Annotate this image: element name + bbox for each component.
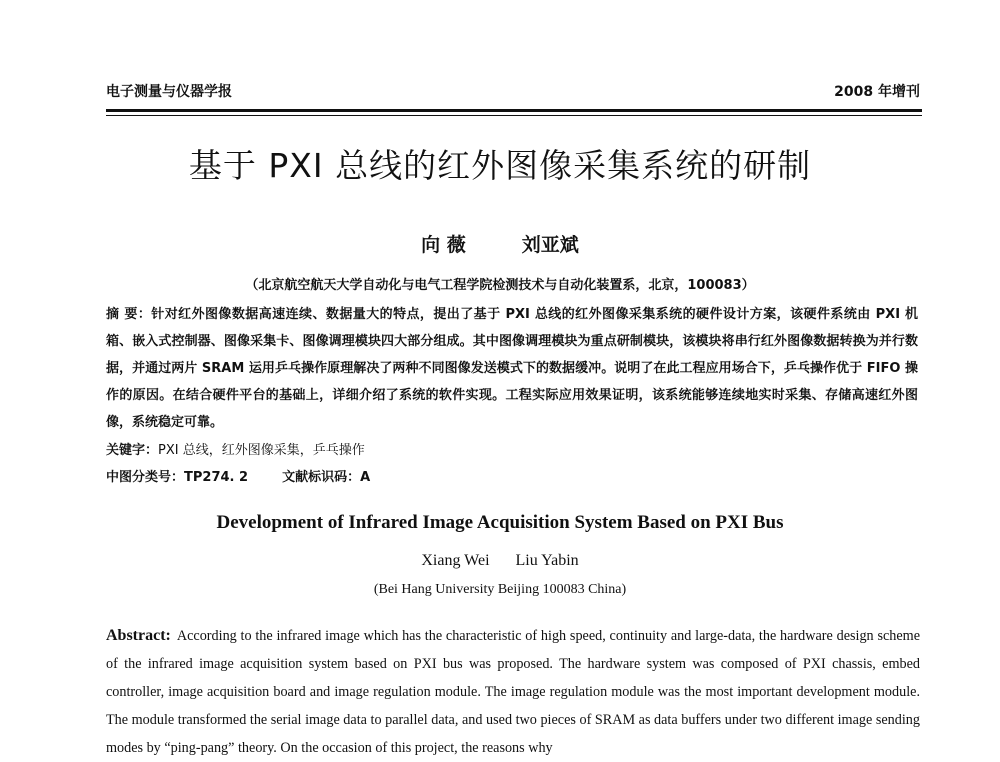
affiliation-cn: （北京航空航天大学自动化与电气工程学院检测技术与自动化装置系，北京，100083） <box>245 278 755 293</box>
header-rule-thick <box>106 109 922 112</box>
paper-title-cn: 基于 PXI 总线的红外图像采集系统的研制 <box>188 146 812 185</box>
header-rule-thin <box>106 115 922 116</box>
clc-label: 中图分类号： <box>106 470 185 485</box>
keywords-cn <box>106 439 365 458</box>
classification-line <box>106 466 370 485</box>
abstract-cn <box>106 301 918 436</box>
affiliation-en: (Bei Hang University Beijing 100083 China) <box>373 582 627 597</box>
abstract-cn-text: 针对红外图像数据高速连续、数据量大的特点，提出了基于 PXI 总线的红外图像采集系统的硬件设计方案，该硬件系统由 PXI 机箱、嵌入式控制器、图像采集卡、图像调理模块四大部分组成。其中图像调理模块为重点研制模块，该模块将串行红外图像数据转换为并行数据，并通过两片 SRAM 运用乒乓操作原理解决了两种不同图像发送模式下的数据缓冲。说明了在此工程应用场合下，乒乓操作优于 FIFO 操作的原因。在结合硬件平台的基础上，详细介绍了系统的软件实现。工程实际应用效果证明，该系统能够连续地实时采集、存储高速红外图像，系统稳定可靠。 <box>106 307 918 430</box>
paper-title-en: Development of Infrared Image Acquisition System Based on PXI Bus <box>216 512 784 533</box>
journal-issue: 2008 年增刊 <box>834 84 920 100</box>
author-cn: 向 薇 <box>421 234 466 256</box>
authors-en <box>0 552 1000 570</box>
author-en: Liu Yabin <box>515 552 579 569</box>
abstract-cn-label: 摘 要： <box>106 307 152 322</box>
doc-code-value: A <box>360 470 371 485</box>
author-en: Xiang Wei <box>421 552 490 569</box>
doc-code-label: 文献标识码： <box>282 470 361 485</box>
keywords-text: PXI 总线，红外图像采集，乒乓操作 <box>158 443 365 458</box>
author-cn: 刘亚斌 <box>521 234 579 256</box>
journal-name: 电子测量与仪器学报 <box>106 84 232 100</box>
abstract-en <box>106 622 920 762</box>
abstract-en-text: According to the infrared image which has the characteristic of high speed, continuity and large-data, the hardware design scheme of the infrared image acquisition system based on PXI bus was proposed. The hardware system was composed of PXI chassis, embed controller, image acquisition board and image regulation module. The image regulation module was the most important development module. The module transformed the serial image data to parallel data, and used two pieces of SRAM as data buffers under two different image sending modes by “ping-pang” theory. On the occasion of this project, the reasons why <box>106 628 920 756</box>
keywords-label: 关键字： <box>106 443 159 458</box>
abstract-en-label: Abstract: <box>106 627 171 644</box>
clc-value: TP274. 2 <box>184 470 249 485</box>
authors-cn <box>0 230 1000 257</box>
